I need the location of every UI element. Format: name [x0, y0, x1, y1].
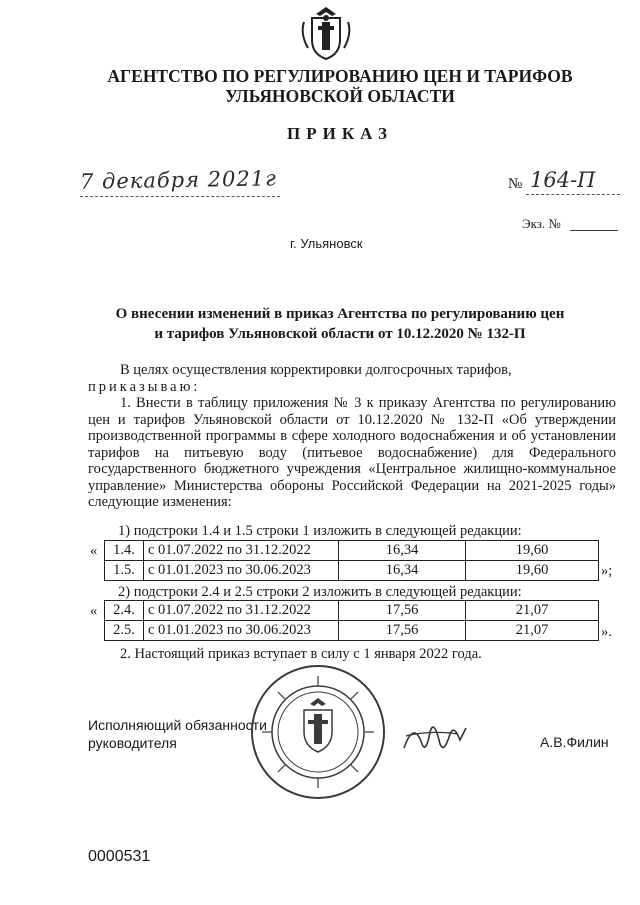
row-period: с 01.01.2023 по 30.06.2023 [144, 561, 339, 581]
subject-line2: и тарифов Ульяновской области от 10.12.2020 № 132-П [154, 326, 526, 342]
row-tariff-1: 17,56 [339, 601, 466, 621]
row-period: с 01.01.2023 по 30.06.2023 [144, 621, 339, 641]
order-date-handwritten: 7 декабря 2021г [79, 166, 277, 194]
official-stamp [248, 662, 388, 802]
signer-position-line1: Исполняющий обязанности [88, 717, 267, 733]
table-row [105, 561, 599, 581]
city: г. Ульяновск [290, 236, 363, 251]
sub-item-1: 1) подстроки 1.4 и 1.5 строки 1 изложить в следующей редакции: [118, 523, 522, 539]
body-text [88, 362, 616, 511]
date-underline [80, 196, 280, 197]
row-tariff-2: 21,07 [466, 601, 599, 621]
table1-close-quote: »; [601, 563, 613, 579]
row-tariff-2: 21,07 [466, 621, 599, 641]
row-id: 1.4. [105, 541, 144, 561]
agency-name-line2: УЛЬЯНОВСКОЙ ОБЛАСТИ [225, 86, 455, 106]
subject-line1: О внесении изменений в приказ Агентства по регулированию цен [115, 306, 565, 322]
row-id: 2.5. [105, 621, 144, 641]
table2-close-quote: ». [601, 624, 612, 640]
number-underline [526, 194, 620, 195]
sub-item-2: 2) подстроки 2.4 и 2.5 строки 2 изложить в следующей редакции: [118, 584, 522, 600]
row-period: с 01.07.2022 по 31.12.2022 [144, 541, 339, 561]
row-period: с 01.07.2022 по 31.12.2022 [144, 601, 339, 621]
table1-open-quote: « [90, 543, 98, 559]
item-1-paragraph: 1. Внести в таблицу приложения № 3 к приказу Агентства по регулированию цен и тарифов Ульяновской области от 10.12.2020 № 132-П «Об утверждении производственной программы в сфере холодного водоснабжения и об установлении тарифов на питьевую воду (питьевое водоснабжение) для Федерального государственного бюджетного учреждения «Центральное жилищно-коммунальное управление» Министерства обороны Российской Федерации на 2021-2025 годы» следующие изменения: [88, 395, 616, 510]
row-tariff-2: 19,60 [466, 541, 599, 561]
item-2-text: 2. Настоящий приказ вступает в силу с 1 января 2022 года. [120, 646, 482, 662]
row-tariff-1: 16,34 [339, 561, 466, 581]
order-number-handwritten: 164-П [530, 168, 596, 192]
order-word: приказываю: [88, 378, 201, 395]
handwritten-signature [400, 714, 470, 758]
signer-position-line2: руководителя [88, 735, 177, 751]
row-id: 1.5. [105, 561, 144, 581]
table-row [105, 621, 599, 641]
table-row [105, 541, 599, 561]
item-2-paragraph [88, 646, 616, 663]
row-tariff-1: 16,34 [339, 541, 466, 561]
row-tariff-2: 19,60 [466, 561, 599, 581]
table-row [105, 601, 599, 621]
copy-number-label: Экз. № [522, 216, 561, 231]
table2-open-quote: « [90, 603, 98, 619]
document-serial-number: 0000531 [88, 848, 151, 865]
row-id: 2.4. [105, 601, 144, 621]
signer-name: А.В.Филин [540, 734, 609, 750]
row-tariff-1: 17,56 [339, 621, 466, 641]
doc-type-title: ПРИКАЗ [287, 124, 393, 143]
tariff-table-2 [104, 600, 599, 641]
copy-number-blank [570, 230, 618, 231]
signer-position [88, 716, 267, 752]
intro-paragraph: В целях осуществления корректировки долгосрочных тарифов, [120, 362, 512, 378]
coat-of-arms-icon [296, 4, 356, 62]
agency-name-line1: АГЕНТСТВО ПО РЕГУЛИРОВАНИЮ ЦЕН И ТАРИФОВ [107, 66, 573, 86]
order-number-label: № [508, 176, 523, 192]
order-subject [90, 304, 590, 344]
tariff-table-1 [104, 540, 599, 581]
